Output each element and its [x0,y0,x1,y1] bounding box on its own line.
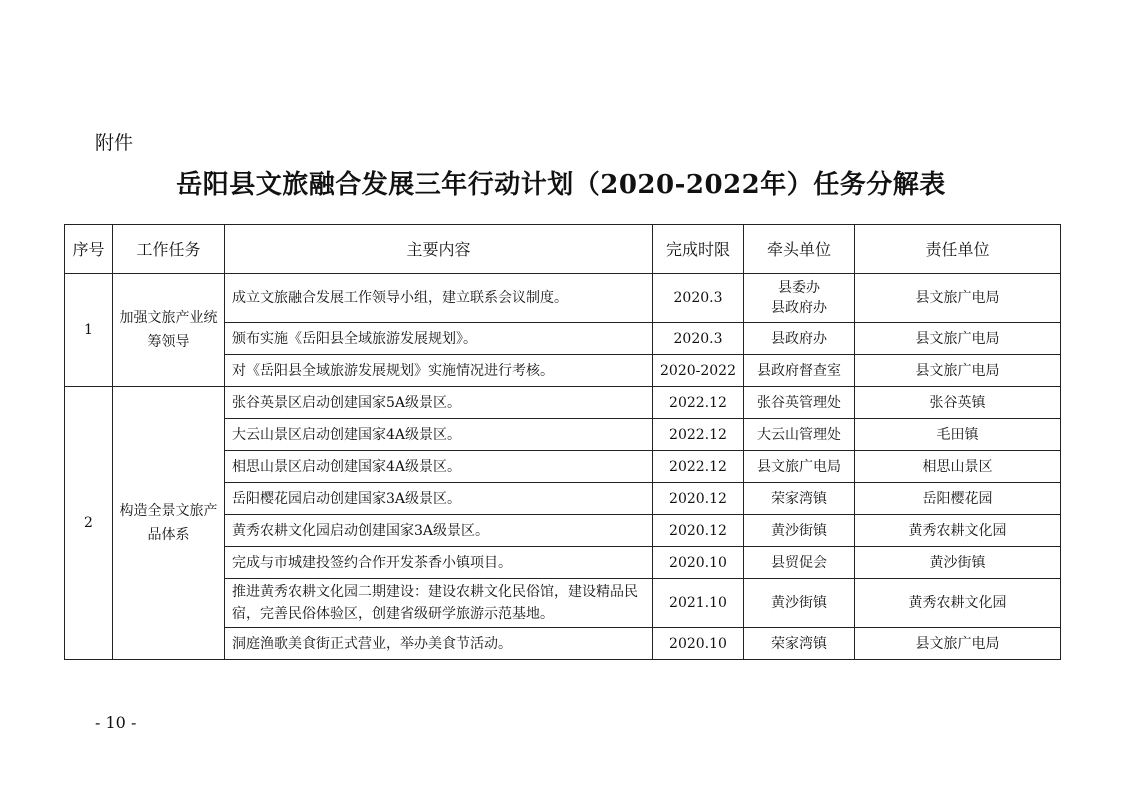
row-content: 对《岳阳县全域旅游发展规划》实施情况进行考核。 [225,355,653,387]
row-lead: 荣家湾镇 [744,628,855,660]
row-content: 张谷英景区启动创建国家5A级景区。 [225,387,653,419]
row-deadline: 2022.12 [653,387,744,419]
row-lead: 县贸促会 [744,547,855,579]
row-deadline: 2020.3 [653,274,744,323]
table-header-row [65,225,1061,274]
page-number: - 10 - [95,713,137,732]
row-responsible: 岳阳樱花园 [855,483,1061,515]
row-lead: 县委办 县政府办 [744,274,855,323]
row-deadline: 2022.12 [653,451,744,483]
row-responsible: 张谷英镇 [855,387,1061,419]
row-content: 成立文旅融合发展工作领导小组，建立联系会议制度。 [225,274,653,323]
row-lead: 县政府督查室 [744,355,855,387]
row-content: 推进黄秀农耕文化园二期建设：建设农耕文化民俗馆，建设精品民宿，完善民俗体验区，创建省级研学旅游示范基地。 [225,579,653,628]
row-responsible: 黄秀农耕文化园 [855,579,1061,628]
row-content: 洞庭渔歌美食街正式营业，举办美食节活动。 [225,628,653,660]
row-responsible: 县文旅广电局 [855,274,1061,323]
task-table [64,224,1061,660]
row-responsible: 相思山景区 [855,451,1061,483]
group-seq: 1 [65,274,113,387]
attachment-label: 附件 [95,132,134,154]
row-responsible: 县文旅广电局 [855,355,1061,387]
header-lead: 牵头单位 [744,225,855,274]
table-row [65,274,1061,323]
row-deadline: 2020.10 [653,628,744,660]
document-title: 岳阳县文旅融合发展三年行动计划（2020-2022年）任务分解表 [176,170,946,200]
row-responsible: 县文旅广电局 [855,323,1061,355]
row-responsible: 黄秀农耕文化园 [855,515,1061,547]
row-deadline: 2020-2022 [653,355,744,387]
header-task: 工作任务 [113,225,225,274]
row-responsible: 黄沙街镇 [855,547,1061,579]
row-deadline: 2020.10 [653,547,744,579]
row-lead: 县政府办 [744,323,855,355]
row-deadline: 2021.10 [653,579,744,628]
group-seq: 2 [65,387,113,660]
row-lead: 大云山管理处 [744,419,855,451]
group-task: 构造全景文旅产品体系 [113,387,225,660]
row-content: 黄秀农耕文化园启动创建国家3A级景区。 [225,515,653,547]
row-responsible: 毛田镇 [855,419,1061,451]
header-seq: 序号 [65,225,113,274]
group-task: 加强文旅产业统筹领导 [113,274,225,387]
row-content: 相思山景区启动创建国家4A级景区。 [225,451,653,483]
row-lead: 张谷英管理处 [744,387,855,419]
table-row [65,387,1061,419]
row-lead: 县文旅广电局 [744,451,855,483]
row-deadline: 2020.3 [653,323,744,355]
row-content: 颁布实施《岳阳县全域旅游发展规划》。 [225,323,653,355]
row-content: 岳阳樱花园启动创建国家3A级景区。 [225,483,653,515]
row-deadline: 2022.12 [653,419,744,451]
row-lead: 黄沙街镇 [744,579,855,628]
row-lead: 黄沙街镇 [744,515,855,547]
header-responsible: 责任单位 [855,225,1061,274]
row-lead: 荣家湾镇 [744,483,855,515]
row-content: 大云山景区启动创建国家4A级景区。 [225,419,653,451]
header-deadline: 完成时限 [653,225,744,274]
row-deadline: 2020.12 [653,515,744,547]
row-responsible: 县文旅广电局 [855,628,1061,660]
row-content: 完成与市城建投签约合作开发茶香小镇项目。 [225,547,653,579]
header-content: 主要内容 [225,225,653,274]
row-deadline: 2020.12 [653,483,744,515]
